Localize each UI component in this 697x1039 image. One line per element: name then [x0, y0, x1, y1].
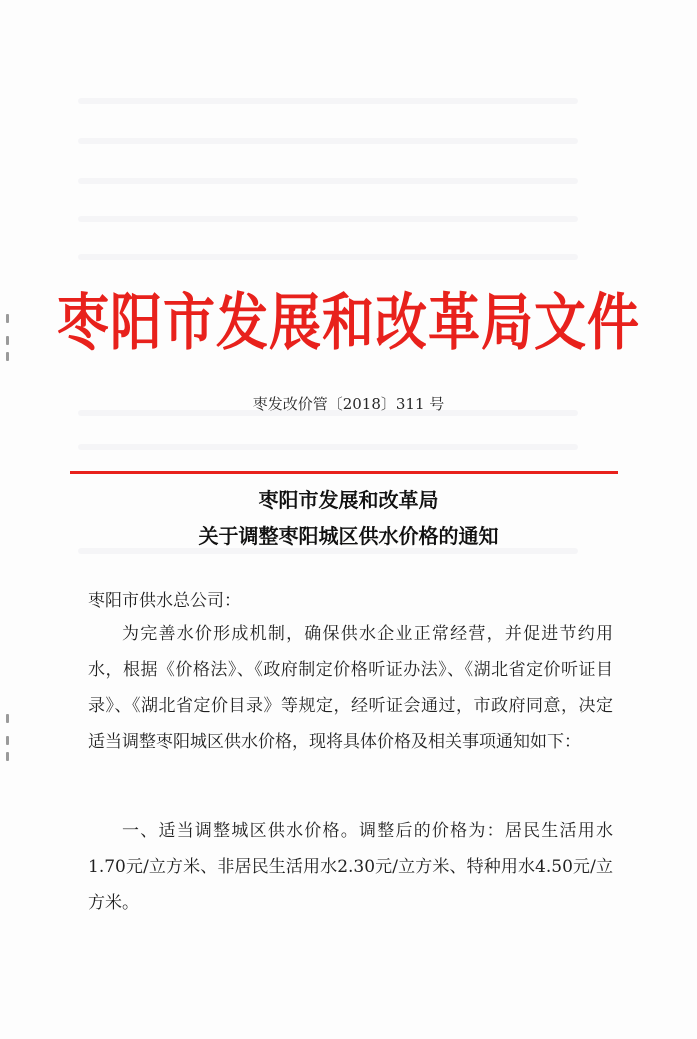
document-header-title: 枣阳市发展和改革局文件 — [56, 286, 640, 359]
show-through-line — [78, 98, 578, 104]
show-through-line — [78, 254, 578, 260]
show-through-line — [78, 178, 578, 184]
red-divider-line — [70, 471, 618, 474]
salutation: 枣阳市供水总公司： — [88, 591, 241, 611]
document-number: 枣发改价管〔2018〕311 号 — [252, 395, 445, 413]
binding-mark — [6, 714, 9, 723]
binding-mark — [6, 736, 9, 745]
show-through-line — [78, 444, 578, 450]
show-through-line — [78, 216, 578, 222]
subject-title-line1: 枣阳市发展和改革局 — [258, 488, 439, 512]
subject-title-line2: 关于调整枣阳城区供水价格的通知 — [198, 524, 499, 548]
body-paragraph-1: 为完善水价形成机制，确保供水企业正常经营，并促进节约用水，根据《价格法》、《政府制定价格听证办法》、《湖北省定价听证目录》、《湖北省定价目录》等规定，经听证会通过，市政府同意，决定适当调整枣阳城区供水价格，现将具体价格及相关事项通知如下： — [88, 624, 613, 752]
binding-mark — [6, 752, 9, 761]
show-through-line — [78, 138, 578, 144]
body-paragraph-2: 一、适当调整城区供水价格。调整后的价格为：居民生活用水1.70元/立方米、非居民生活用水2.30元/立方米、特种用水4.50元/立方米。 — [88, 821, 613, 913]
